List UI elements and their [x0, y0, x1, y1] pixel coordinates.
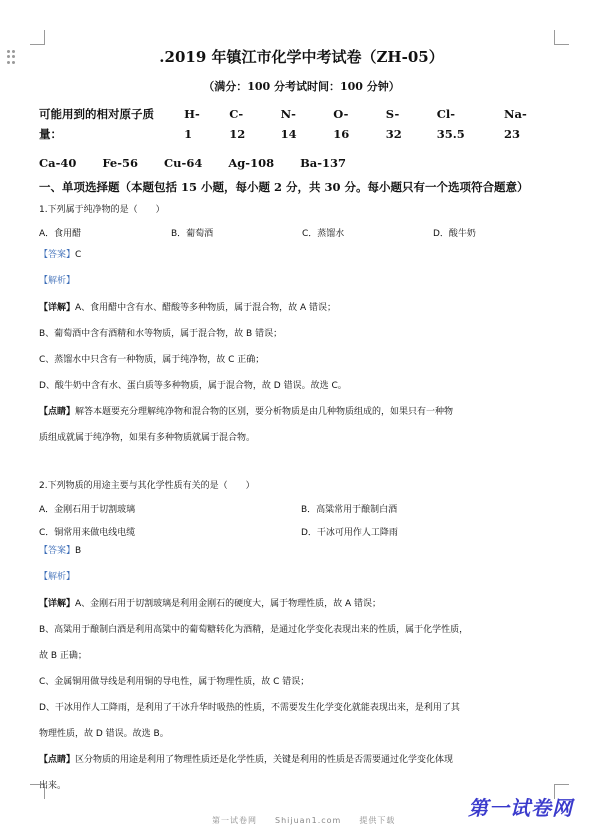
atomic-masses-row: [39, 153, 564, 173]
drag-handle-icon[interactable]: [7, 50, 15, 64]
atomic-mass: H-1: [184, 107, 200, 141]
answer-value: C: [75, 250, 82, 260]
atomic-mass: Ba-137: [300, 156, 347, 170]
site-logo: 第一试卷网: [468, 796, 573, 820]
question-stem: 1.下列属于纯净物的是（ ）: [39, 205, 165, 215]
answer-line: [39, 248, 564, 262]
question-stem: 2.下列物质的用途主要与其化学性质有关的是（ ）: [39, 481, 255, 491]
option-d: D．酸牛奶: [433, 229, 476, 239]
atomic-masses-row: [39, 104, 564, 144]
option-b: B．葡萄酒: [171, 229, 214, 239]
explanation-text: A、食用醋中含有水、醋酸等多种物质，属于混合物，故 A 错误；: [75, 303, 337, 313]
explanation-line: 故 B 正确；: [39, 651, 87, 661]
analysis-tag: 【解析】: [39, 572, 76, 582]
explanation-text: A、金刚石用于切割玻璃是利用金刚石的硬度大，属于物理性质，故 A 错误；: [75, 599, 382, 609]
analysis-tag: 【解析】: [39, 276, 76, 286]
explanation-line: D、干冰用作人工降雨，是利用了干冰升华时吸热的性质，不需要发生化学变化就能表现出来，是利用了其: [39, 703, 460, 713]
detail-tag: 【详解】: [39, 303, 76, 313]
comment-tag: 【点睛】: [39, 407, 76, 417]
explanation-line: D、酸牛奶中含有水、蛋白质等多种物质，属于混合物，故 D 错误。故选 C。: [39, 381, 347, 391]
explanation-line: C、金属铜用做导线是利用铜的导电性，属于物理性质，故 C 错误；: [39, 677, 310, 687]
option-c: C．蒸馏水: [302, 229, 345, 239]
explanation-line: C、蒸馏水中只含有一种物质，属于纯净物，故 C 正确；: [39, 355, 265, 365]
option-a: A．金刚石用于切割玻璃: [39, 505, 136, 515]
exam-meta: （满分：100 分考试时间：100 分钟）: [203, 80, 400, 93]
option-d: D．干冰可用作人工降雨: [301, 528, 398, 538]
comment-line: 质组成就属于纯净物，如果有多种物质就属于混合物。: [39, 433, 256, 443]
explanation-line: 物理性质，故 D 错误。故选 B。: [39, 729, 169, 739]
comment-text: 区分物质的用途是利用了物理性质还是化学性质，关键是利用的性质是否需要通过化学变化体现: [75, 755, 454, 765]
answer-value: B: [75, 546, 82, 556]
answer-options: [39, 226, 564, 239]
atomic-mass: Ca-40: [39, 156, 77, 170]
explanation-line: [39, 597, 564, 611]
section-heading: 一、单项选择题（本题包括 15 小题，每小题 2 分，共 30 分。每小题只有一个选项符合题意）: [39, 180, 529, 194]
atomic-mass: Cl-35.5: [436, 107, 465, 141]
atomic-mass: N-14: [280, 107, 297, 141]
answer-tag: 【答案】: [39, 546, 76, 556]
comment-line: 出来。: [39, 781, 67, 791]
option-a: A．食用醋: [39, 229, 82, 239]
comment-line: [39, 405, 564, 419]
explanation-line: [39, 301, 564, 315]
answer-tag: 【答案】: [39, 250, 76, 260]
answer-line: [39, 544, 564, 558]
explanation-line: B、高粱用于酿制白酒是利用高粱中的葡萄糖转化为酒精，是通过化学变化表现出来的性质，属于化学性质，: [39, 625, 469, 635]
document-title: .2019 年镇江市化学中考试卷（ZH-05）: [159, 48, 444, 66]
atomic-mass: S-32: [385, 107, 402, 141]
explanation-line: B、葡萄酒中含有酒精和水等物质，属于混合物，故 B 错误；: [39, 329, 283, 339]
document-body: [39, 46, 564, 793]
option-c: C．铜常用来做电线电缆: [39, 528, 136, 538]
page-corner-mark: [30, 30, 45, 45]
comment-tag: 【点睛】: [39, 755, 76, 765]
atomic-mass: O-16: [333, 107, 350, 141]
answer-options: [39, 502, 564, 538]
atomic-mass: C-12: [229, 107, 246, 141]
page-corner-mark: [554, 30, 569, 45]
atomic-masses-label: 可能用到的相对原子质量：: [39, 107, 154, 141]
comment-text: 解答本题要充分理解纯净物和混合物的区别，要分析物质是由几种物质组成的，如果只有一种物: [75, 407, 454, 417]
atomic-mass: Cu-64: [164, 156, 203, 170]
atomic-mass: Na-23: [504, 107, 527, 141]
option-b: B．高粱常用于酿制白酒: [301, 505, 398, 515]
atomic-mass: Ag-108: [228, 156, 275, 170]
footer-watermark: 第一试卷网 Shijuan1.com 提供下载: [212, 816, 396, 825]
detail-tag: 【详解】: [39, 599, 76, 609]
atomic-mass: Fe-56: [102, 156, 139, 170]
comment-line: [39, 753, 564, 767]
